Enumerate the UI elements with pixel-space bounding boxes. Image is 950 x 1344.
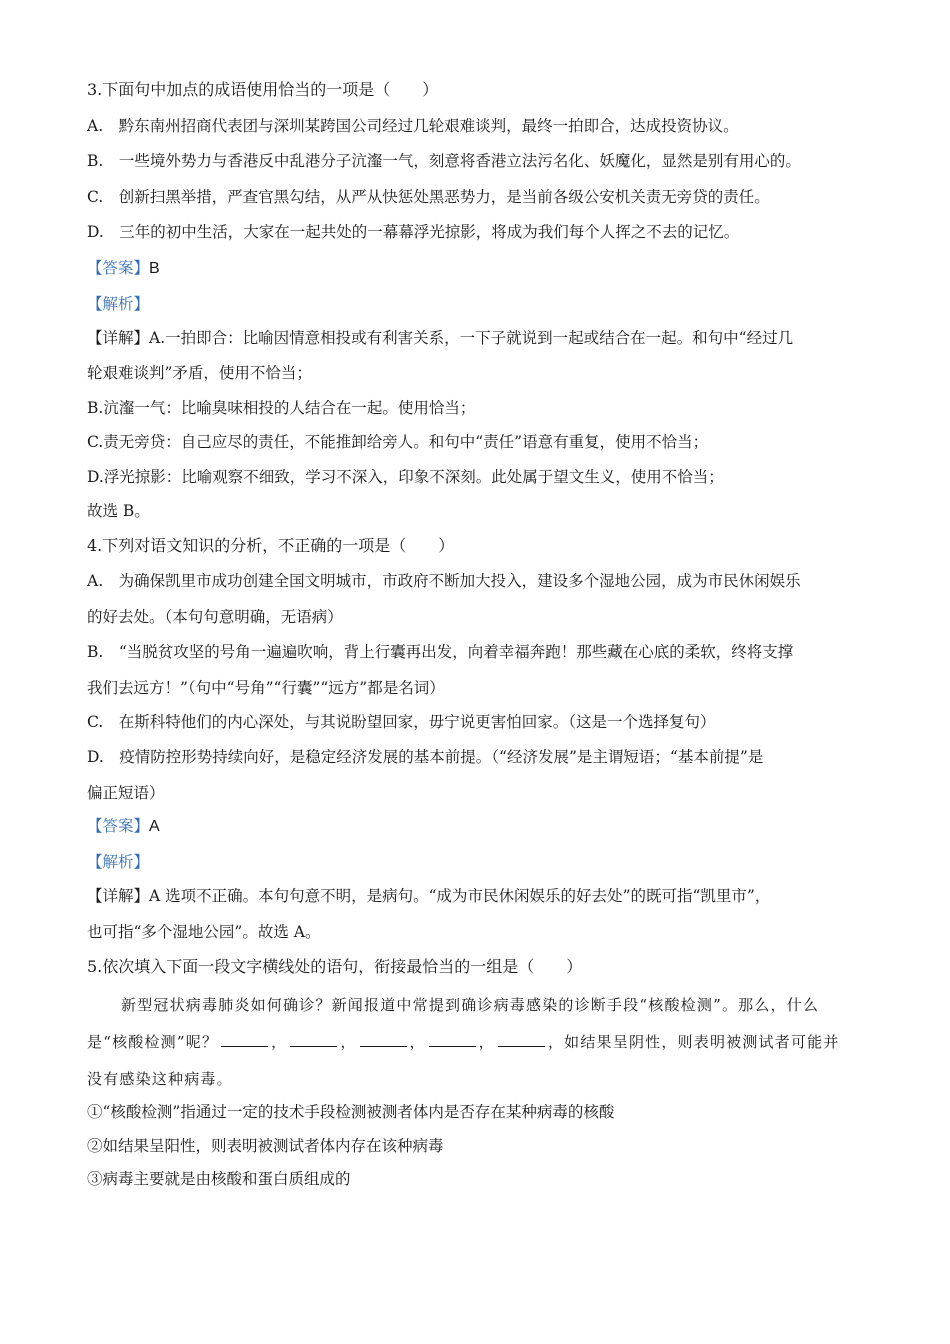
question-5-passage-line: 没有感染这种病毒。 [87,1070,233,1088]
fill-blank [498,1032,545,1047]
answer-tag: 【答案】 [87,817,150,835]
question-3-detail-line: D.浮光掠影：比喻观察不细致，学习不深入，印象不深刻。此处属于望文生义，使用不恰当； [87,468,724,486]
question-4-option-line: 偏正短语） [87,784,165,802]
question-3-option-d: D. 三年的初中生活，大家在一起共处的一幕幕浮光掠影，将成为我们每个人挥之不去的记忆。 [87,223,740,241]
fill-blank [221,1032,268,1047]
question-5-item-3: ③病毒主要就是由核酸和蛋白质组成的 [87,1170,351,1188]
fill-blank [429,1032,476,1047]
question-3-option-c: C. 创新扫黑举措，严查官黑勾结，从严从快惩处黑恶势力，是当前各级公安机关责无旁贷的责任。 [87,188,770,206]
question-5-item-1: ①“核酸检测”指通过一定的技术手段检测被测者体内是否存在某种病毒的核酸 [87,1103,615,1121]
question-3-title: 3.下面句中加点的成语使用恰当的一项是（ ） [87,80,439,99]
question-5-passage-line: 新型冠状病毒肺炎如何确诊？新闻报道中常提到确诊病毒感染的诊断手段“核酸检测”。那么，什么 [121,996,820,1014]
question-3-analysis-tag: 【解析】 [87,295,150,313]
question-3-answer [87,258,160,279]
question-4-title: 4.下列对语文知识的分析，不正确的一项是（ ） [87,536,455,555]
question-3-option-a: A. 黔东南州招商代表团与深圳某跨国公司经过几轮艰难谈判，最终一拍即合，达成投资协议。 [87,117,739,135]
question-3-detail-line: 轮艰难谈判”矛盾，使用不恰当； [87,364,312,382]
question-5-item-2: ②如结果呈阳性，则表明被测试者体内存在该种病毒 [87,1137,444,1155]
answer-value: B [149,260,160,277]
question-4-detail-line: 也可指“多个湿地公园”。故选 A。 [87,923,321,941]
question-4-option-line: C. 在斯科特他们的内心深处，与其说盼望回家，毋宁说更害怕回家。（这是一个选择复句） [87,713,716,731]
question-3-detail-line: 故选 B。 [87,502,150,520]
question-4-answer [87,816,160,837]
detail-tag: 【详解】 [87,329,150,347]
passage-text: 是“核酸检测”呢？ [87,1033,219,1051]
question-3-detail-line [87,328,793,348]
question-3-detail-line: C.责无旁贷：自己应尽的责任，不能推卸给旁人。和句中“责任”语意有重复，使用不恰当； [87,433,709,451]
question-3-detail-line: B.沆瀣一气：比喻臭味相投的人结合在一起。使用恰当； [87,399,476,417]
question-4-detail-line [87,886,770,906]
question-4-option-line: A. 为确保凯里市成功创建全国文明城市，市政府不断加大投入，建设多个湿地公园，成为市民休闲娱乐 [87,572,801,590]
question-4-option-line: 我们去远方！”（句中“号角”“行囊”“远方”都是名词） [87,679,445,697]
question-5-title: 5.依次填入下面一段文字横线处的语句，衔接最恰当的一组是（ ） [87,957,583,976]
fill-blank [290,1032,337,1047]
detail-tag: 【详解】 [87,887,150,905]
fill-blank [360,1032,407,1047]
passage-text: ，如结果呈阴性，则表明被测试者可能并 [547,1033,840,1051]
question-4-option-line: D. 疫情防控形势持续向好，是稳定经济发展的基本前提。（“经济发展”是主谓短语；“基本前提”是 [87,748,764,766]
detail-text: A 选项不正确。本句句意不明，是病句。“成为市民休闲娱乐的好去处”的既可指“凯里市”， [149,887,771,905]
answer-value: A [149,818,160,835]
detail-text: A.一拍即合：比喻因情意相投或有利害关系，一下子就说到一起或结合在一起。和句中“经过几 [149,329,794,347]
question-5-passage-line: 是“核酸检测”呢？ ， ， ， ， ，如结果呈阴性，则表明被测试者可能并 [87,1033,840,1051]
question-4-analysis-tag: 【解析】 [87,853,150,871]
question-4-option-line: B. “当脱贫攻坚的号角一遍遍吹响，背上行囊再出发，向着幸福奔跑！那些藏在心底的柔软，终将支撑 [87,643,794,661]
question-4-option-line: 的好去处。（本句句意明确，无语病） [87,608,343,626]
answer-tag: 【答案】 [87,259,150,277]
question-3-option-b: B. 一些境外势力与香港反中乱港分子沆瀣一气，刻意将香港立法污名化、妖魔化，显然是别有用心的。 [87,152,801,170]
